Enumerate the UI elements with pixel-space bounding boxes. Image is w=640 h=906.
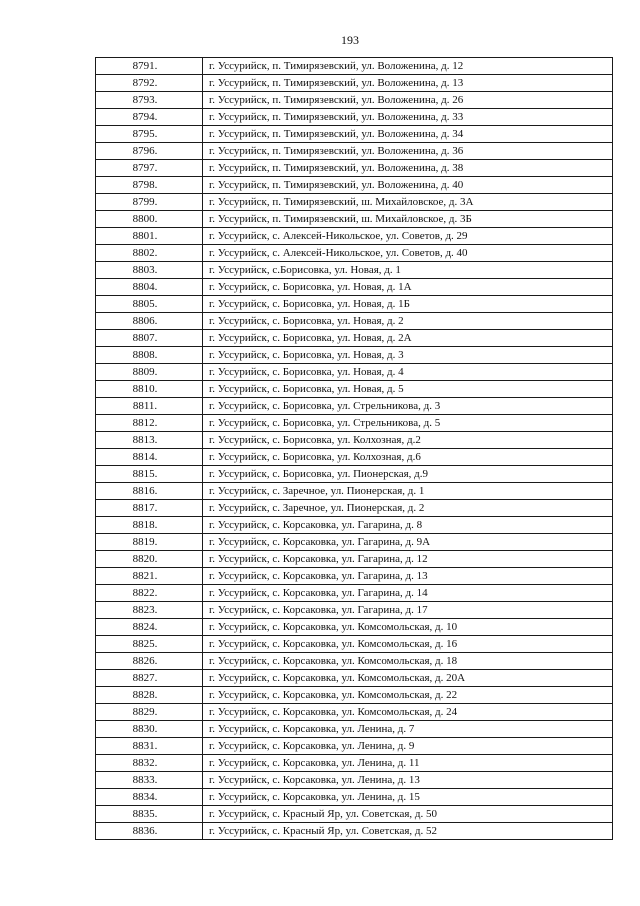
table-row (96, 483, 613, 500)
table-row (96, 823, 613, 840)
table-row (96, 551, 613, 568)
table-row (96, 228, 613, 245)
row-address: г. Уссурийск, с. Борисовка, ул. Колхозная, д.6 (203, 449, 613, 466)
row-address: г. Уссурийск, п. Тимирязевский, ул. Воложенина, д. 26 (203, 92, 613, 109)
table-row (96, 245, 613, 262)
table-row (96, 58, 613, 75)
table-row (96, 160, 613, 177)
table-row (96, 194, 613, 211)
row-number: 8824. (96, 619, 203, 636)
row-number: 8791. (96, 58, 203, 75)
row-address: г. Уссурийск, п. Тимирязевский, ш. Михайловское, д. 3Б (203, 211, 613, 228)
table-row (96, 347, 613, 364)
row-address: г. Уссурийск, с. Борисовка, ул. Новая, д. 1Б (203, 296, 613, 313)
table-row (96, 755, 613, 772)
row-address: г. Уссурийск, с. Борисовка, ул. Новая, д. 4 (203, 364, 613, 381)
row-address: г. Уссурийск, с. Алексей-Никольское, ул. Советов, д. 29 (203, 228, 613, 245)
table-row (96, 109, 613, 126)
table-row (96, 211, 613, 228)
row-number: 8826. (96, 653, 203, 670)
row-address: г. Уссурийск, п. Тимирязевский, ул. Воложенина, д. 38 (203, 160, 613, 177)
row-address: г. Уссурийск, п. Тимирязевский, ул. Воложенина, д. 40 (203, 177, 613, 194)
row-address: г. Уссурийск, с. Корсаковка, ул. Комсомольская, д. 16 (203, 636, 613, 653)
row-address: г. Уссурийск, с. Корсаковка, ул. Комсомольская, д. 18 (203, 653, 613, 670)
table-row (96, 279, 613, 296)
table-row (96, 177, 613, 194)
row-number: 8810. (96, 381, 203, 398)
row-number: 8807. (96, 330, 203, 347)
row-number: 8795. (96, 126, 203, 143)
row-number: 8806. (96, 313, 203, 330)
row-address: г. Уссурийск, с. Заречное, ул. Пионерская, д. 2 (203, 500, 613, 517)
table-row (96, 381, 613, 398)
row-address: г. Уссурийск, п. Тимирязевский, ш. Михайловское, д. 3А (203, 194, 613, 211)
row-address: г. Уссурийск, с. Корсаковка, ул. Комсомольская, д. 20А (203, 670, 613, 687)
table-row (96, 772, 613, 789)
row-number: 8805. (96, 296, 203, 313)
row-address: г. Уссурийск, с. Заречное, ул. Пионерская, д. 1 (203, 483, 613, 500)
row-number: 8820. (96, 551, 203, 568)
row-number: 8823. (96, 602, 203, 619)
row-number: 8829. (96, 704, 203, 721)
row-address: г. Уссурийск, с. Корсаковка, ул. Ленина, д. 13 (203, 772, 613, 789)
row-address: г. Уссурийск, с. Корсаковка, ул. Ленина, д. 7 (203, 721, 613, 738)
row-number: 8814. (96, 449, 203, 466)
table-row (96, 364, 613, 381)
row-number: 8816. (96, 483, 203, 500)
row-address: г. Уссурийск, с. Борисовка, ул. Пионерская, д.9 (203, 466, 613, 483)
row-number: 8796. (96, 143, 203, 160)
row-address: г. Уссурийск, с. Борисовка, ул. Стрельникова, д. 5 (203, 415, 613, 432)
table-row (96, 75, 613, 92)
table-row (96, 704, 613, 721)
row-address: г. Уссурийск, п. Тимирязевский, ул. Воложенина, д. 12 (203, 58, 613, 75)
table-row (96, 517, 613, 534)
row-number: 8793. (96, 92, 203, 109)
row-address: г. Уссурийск, с. Борисовка, ул. Новая, д. 1А (203, 279, 613, 296)
row-number: 8831. (96, 738, 203, 755)
row-number: 8811. (96, 398, 203, 415)
row-number: 8797. (96, 160, 203, 177)
row-address: г. Уссурийск, с. Алексей-Никольское, ул. Советов, д. 40 (203, 245, 613, 262)
table-row (96, 466, 613, 483)
row-address: г. Уссурийск, с. Борисовка, ул. Стрельникова, д. 3 (203, 398, 613, 415)
row-address: г. Уссурийск, с. Борисовка, ул. Колхозная, д.2 (203, 432, 613, 449)
table-row (96, 398, 613, 415)
row-address: г. Уссурийск, п. Тимирязевский, ул. Воложенина, д. 34 (203, 126, 613, 143)
row-address: г. Уссурийск, с. Корсаковка, ул. Гагарина, д. 8 (203, 517, 613, 534)
row-number: 8792. (96, 75, 203, 92)
table-row (96, 500, 613, 517)
table-row (96, 262, 613, 279)
row-address: г. Уссурийск, п. Тимирязевский, ул. Воложенина, д. 33 (203, 109, 613, 126)
row-number: 8822. (96, 585, 203, 602)
row-number: 8799. (96, 194, 203, 211)
table-row (96, 806, 613, 823)
table-row (96, 789, 613, 806)
row-number: 8821. (96, 568, 203, 585)
row-address: г. Уссурийск, с. Корсаковка, ул. Комсомольская, д. 10 (203, 619, 613, 636)
row-number: 8802. (96, 245, 203, 262)
table-row (96, 449, 613, 466)
table-row (96, 330, 613, 347)
row-address: г. Уссурийск, с. Корсаковка, ул. Гагарина, д. 14 (203, 585, 613, 602)
row-address: г. Уссурийск, с.Борисовка, ул. Новая, д. 1 (203, 262, 613, 279)
row-address: г. Уссурийск, с. Красный Яр, ул. Советская, д. 50 (203, 806, 613, 823)
table-row (96, 313, 613, 330)
row-address: г. Уссурийск, с. Корсаковка, ул. Ленина, д. 11 (203, 755, 613, 772)
table-row (96, 296, 613, 313)
table-row (96, 432, 613, 449)
row-address: г. Уссурийск, п. Тимирязевский, ул. Воложенина, д. 36 (203, 143, 613, 160)
row-address: г. Уссурийск, с. Корсаковка, ул. Гагарина, д. 17 (203, 602, 613, 619)
row-address: г. Уссурийск, с. Корсаковка, ул. Комсомольская, д. 22 (203, 687, 613, 704)
row-number: 8800. (96, 211, 203, 228)
row-address: г. Уссурийск, с. Борисовка, ул. Новая, д. 3 (203, 347, 613, 364)
address-table (95, 57, 613, 840)
table-row (96, 126, 613, 143)
row-number: 8813. (96, 432, 203, 449)
row-address: г. Уссурийск, с. Корсаковка, ул. Ленина, д. 9 (203, 738, 613, 755)
address-table-body (96, 58, 613, 840)
table-row (96, 670, 613, 687)
table-row (96, 143, 613, 160)
row-number: 8803. (96, 262, 203, 279)
row-address: г. Уссурийск, с. Корсаковка, ул. Комсомольская, д. 24 (203, 704, 613, 721)
row-address: г. Уссурийск, с. Борисовка, ул. Новая, д. 2 (203, 313, 613, 330)
row-address: г. Уссурийск, п. Тимирязевский, ул. Воложенина, д. 13 (203, 75, 613, 92)
row-number: 8798. (96, 177, 203, 194)
row-number: 8833. (96, 772, 203, 789)
row-address: г. Уссурийск, с. Красный Яр, ул. Советская, д. 52 (203, 823, 613, 840)
row-number: 8812. (96, 415, 203, 432)
row-number: 8794. (96, 109, 203, 126)
table-row (96, 585, 613, 602)
row-address: г. Уссурийск, с. Корсаковка, ул. Гагарина, д. 9А (203, 534, 613, 551)
row-number: 8819. (96, 534, 203, 551)
row-number: 8832. (96, 755, 203, 772)
row-address: г. Уссурийск, с. Борисовка, ул. Новая, д. 2А (203, 330, 613, 347)
table-row (96, 653, 613, 670)
row-address: г. Уссурийск, с. Корсаковка, ул. Ленина, д. 15 (203, 789, 613, 806)
row-number: 8801. (96, 228, 203, 245)
table-row (96, 721, 613, 738)
table-row (96, 687, 613, 704)
row-number: 8804. (96, 279, 203, 296)
row-number: 8830. (96, 721, 203, 738)
row-number: 8828. (96, 687, 203, 704)
row-number: 8818. (96, 517, 203, 534)
row-number: 8815. (96, 466, 203, 483)
row-number: 8835. (96, 806, 203, 823)
row-number: 8825. (96, 636, 203, 653)
row-number: 8808. (96, 347, 203, 364)
row-number: 8817. (96, 500, 203, 517)
table-row (96, 415, 613, 432)
row-address: г. Уссурийск, с. Корсаковка, ул. Гагарина, д. 13 (203, 568, 613, 585)
row-address: г. Уссурийск, с. Борисовка, ул. Новая, д. 5 (203, 381, 613, 398)
table-row (96, 602, 613, 619)
table-row (96, 738, 613, 755)
row-number: 8809. (96, 364, 203, 381)
row-number: 8834. (96, 789, 203, 806)
table-row (96, 619, 613, 636)
row-number: 8836. (96, 823, 203, 840)
row-address: г. Уссурийск, с. Корсаковка, ул. Гагарина, д. 12 (203, 551, 613, 568)
table-row (96, 534, 613, 551)
page-number: 193 (341, 33, 359, 47)
table-row (96, 92, 613, 109)
table-row (96, 568, 613, 585)
row-number: 8827. (96, 670, 203, 687)
table-row (96, 636, 613, 653)
